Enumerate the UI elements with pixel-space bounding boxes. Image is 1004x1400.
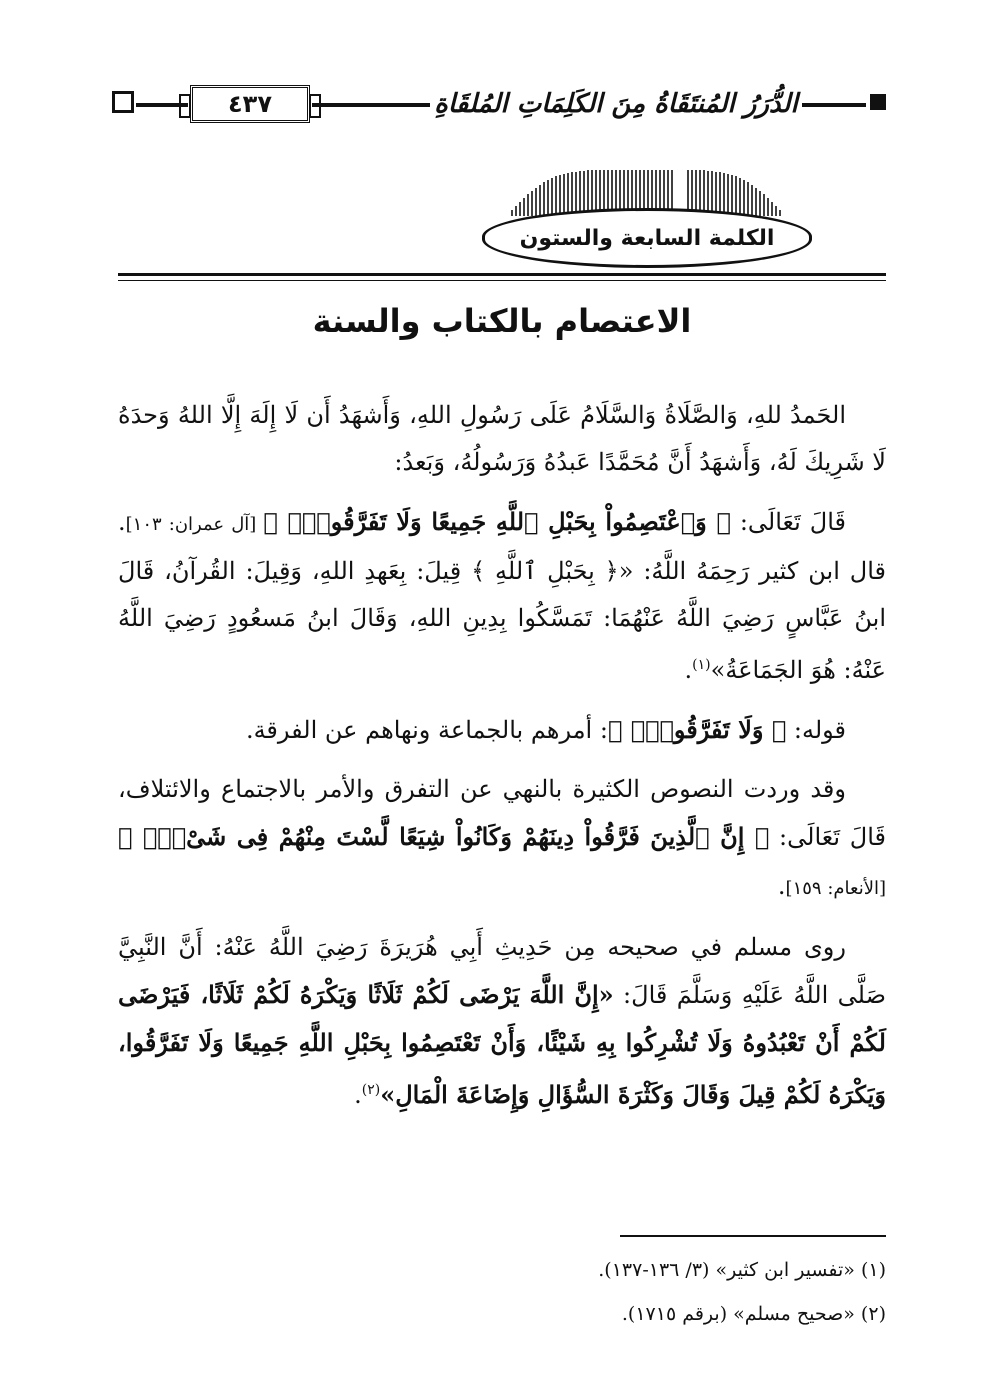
page-header: [112, 82, 892, 128]
footnote-separator: [620, 1235, 886, 1237]
hadith-text: «إِنَّ اللَّهَ يَرْضَى لَكُمْ ثَلَاثًا وَيَكْرَهُ لَكُمْ ثَلَاثًا، فَيَرْضَى لَكُمْ أَنْ تَعْبُدُوهُ وَلَا تُشْرِكُوا بِهِ شَيْئًا، وَأَنْ تَعْتَصِمُوا بِحَبْلِ اللَّهِ جَمِيعًا وَلَا تَفَرَّقُوا، وَيَكْرَهُ لَكُمْ قِيلَ وَقَالَ وَكَثْرَةَ السُّؤَالِ وَإِضَاعَةَ الْمَالِ»: [118, 980, 886, 1109]
quran-verse: ﴿ إِنَّ ٱلَّذِينَ فَرَّقُواْ دِينَهُمْ وَكَانُواْ شِيَعًا لَّسْتَ مِنْهُمْ فِى شَىْءٍۚ ﴾: [118, 822, 770, 851]
page-number: ٤٣٧: [190, 85, 310, 123]
chapter-ornament: [482, 170, 812, 270]
footnotes: [118, 1248, 886, 1336]
article-title: الاعتصام بالكتاب والسنة: [312, 302, 692, 340]
paragraph-end: .: [684, 656, 693, 684]
paragraph-text: . قال ابن كثير رَحِمَهُ اللَّهُ: «﴿ بِحَبْلِ ٱللَّهِ ﴾ قِيلَ: بِعَهدِ اللهِ، وَقِيلَ: القُرآنُ، قَالَ ابنُ عَبَّاسٍ رَضِيَ اللَّهُ عَنْهُمَا: تَمَسَّكُوا بِدِينِ اللهِ، وَقَالَ ابنُ مَسعُودٍ رَضِيَ اللَّهُ عَنْهُ: هُوَ الجَمَاعَةُ»: [118, 508, 886, 684]
paragraph-text: : أمرهم بالجماعة ونهاهم عن الفرقة.: [245, 716, 608, 744]
quran-verse: ﴿ وَٱعْتَصِمُواْ بِحَبْلِ ٱللَّهِ جَمِيعًا وَلَا تَفَرَّقُواْۚ ﴾: [263, 507, 731, 536]
footnote-marker: (٢): [361, 1082, 381, 1098]
paragraph-verse-anam: [118, 766, 886, 912]
paragraph-intro: روى مسلم في صحيحه مِن حَدِيثِ أَبِي هُرَيرَةَ رَضِيَ اللَّهُ عَنْهُ: أَنَّ النَّبِيَّ صَلَّى اللَّهُ عَلَيْهِ وَسَلَّمَ قَالَ:: [118, 933, 886, 1009]
quran-verse: ﴿ وَلَا تَفَرَّقُواْۚ ﴾: [607, 715, 787, 744]
article-body: [118, 392, 886, 1131]
paragraph-verse-imran: [118, 498, 886, 694]
section-divider-thick: [118, 273, 886, 276]
footnote-1: (١) «تفسير ابن كثير» (٣/ ١٣٦-١٣٧).: [598, 1259, 886, 1281]
verse-reference: [آل عمران: ١٠٣]: [125, 514, 264, 535]
verse-reference: [الأنعام: ١٥٩]: [785, 878, 886, 899]
chapter-label: الكلمة السابعة والستون: [482, 208, 812, 268]
paragraph-intro: قوله:: [786, 716, 846, 744]
paragraph-opening: الحَمدُ للهِ، وَالصَّلَاةُ وَالسَّلَامُ عَلَى رَسُولِ اللهِ، وَأَشهَدُ أَن لَا إِلَهَ إِلَّا اللهُ وَحدَهُ لَا شَرِيكَ لَهُ، وَأَشهَدُ أَنَّ مُحَمَّدًا عَبدُهُ وَرَسُولُهُ، وَبَعدُ:: [118, 401, 886, 476]
header-square-ornament-left: [112, 91, 134, 113]
header-square-ornament-right: [870, 94, 886, 110]
running-title: الدُّرَرُ المُنتَقَاةُ مِنَ الكَلِمَاتِ المُلقَاةِ: [430, 82, 802, 126]
paragraph-intro: قَالَ تَعَالَى:: [730, 508, 847, 536]
paragraph-end: .: [777, 872, 786, 900]
header-rule-middle: [312, 103, 432, 107]
footnote-2: (٢) «صحيح مسلم» (برقم ١٧١٥).: [621, 1303, 886, 1325]
paragraph-end: .: [354, 1081, 362, 1109]
header-rule-right: [802, 103, 866, 107]
paragraph-commentary: [118, 706, 886, 754]
section-divider-thin: [118, 280, 886, 281]
paragraph-intro: وقد وردت النصوص الكثيرة بالنهي عن التفرق والأمر بالاجتماع والائتلاف، قَالَ تَعَالَى:: [118, 775, 887, 851]
paragraph-hadith: [118, 924, 886, 1119]
footnote-marker: (١): [692, 657, 711, 673]
